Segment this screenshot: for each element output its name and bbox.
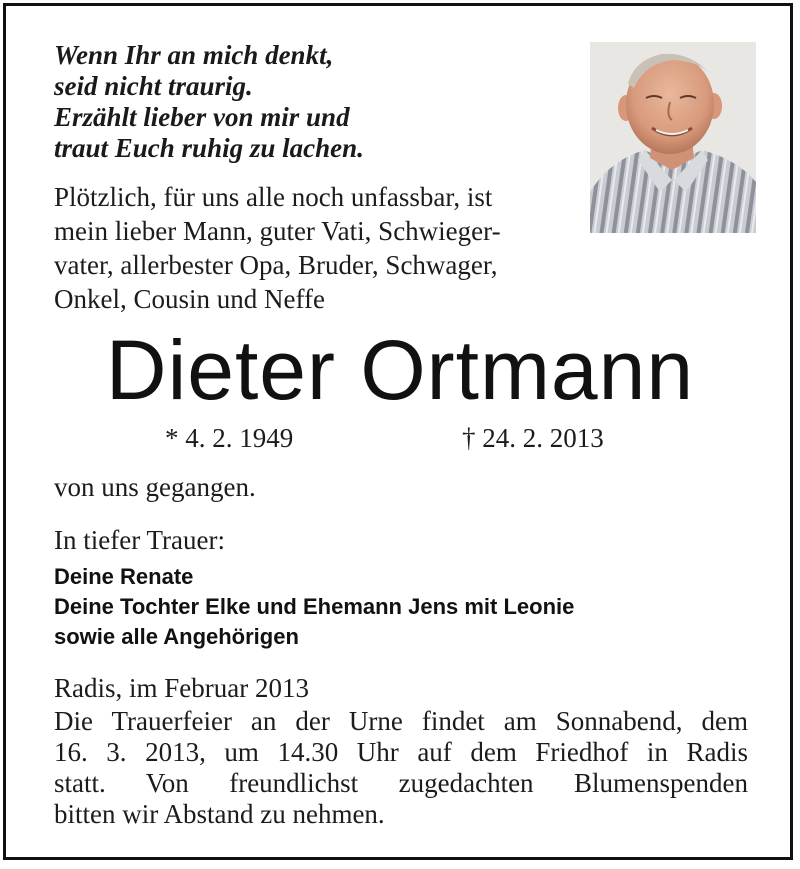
intro-line: vater, allerbester Opa, Bruder, Schwager, [54,250,498,280]
funeral-service-text [54,706,748,830]
intro-line: Plötzlich, für uns alle noch unfassbar, ist [54,182,493,212]
portrait-photo [590,42,756,233]
poem-line: Wenn Ihr an mich denkt, [54,40,334,70]
passing-text: von uns gegangen. [54,472,256,502]
death-date: † 24. 2. 2013 [462,423,604,453]
survivor-line: Deine Tochter Elke und Ehemann Jens mit Leonie [54,594,575,619]
place-date: Radis, im Februar 2013 [54,673,309,703]
service-line: statt. Von freundlichst zugedachten Blumenspenden [54,768,748,798]
poem-line: traut Euch ruhig zu lachen. [54,133,364,163]
service-line: Die Trauerfeier an der Urne findet am Sonnabend, dem [54,706,748,736]
poem-line: seid nicht traurig. [54,71,253,101]
intro-line: Onkel, Cousin und Neffe [54,284,325,314]
intro-text [54,180,584,316]
deceased-name: Dieter Ortmann [105,323,695,417]
intro-line: mein lieber Mann, guter Vati, Schwieger- [54,216,501,246]
service-line: bitten wir Abstand zu nehmen. [54,799,385,829]
birth-date: * 4. 2. 1949 [165,423,294,453]
survivor-line: sowie alle Angehörigen [54,624,299,649]
memorial-poem [54,40,574,164]
survivor-line: Deine Renate [54,564,194,589]
mourning-label: In tiefer Trauer: [54,525,225,555]
survivors-list [54,562,574,652]
service-line: 16. 3. 2013, um 14.30 Uhr auf dem Friedhof in Radis [54,737,748,767]
poem-line: Erzählt lieber von mir und [54,102,350,132]
